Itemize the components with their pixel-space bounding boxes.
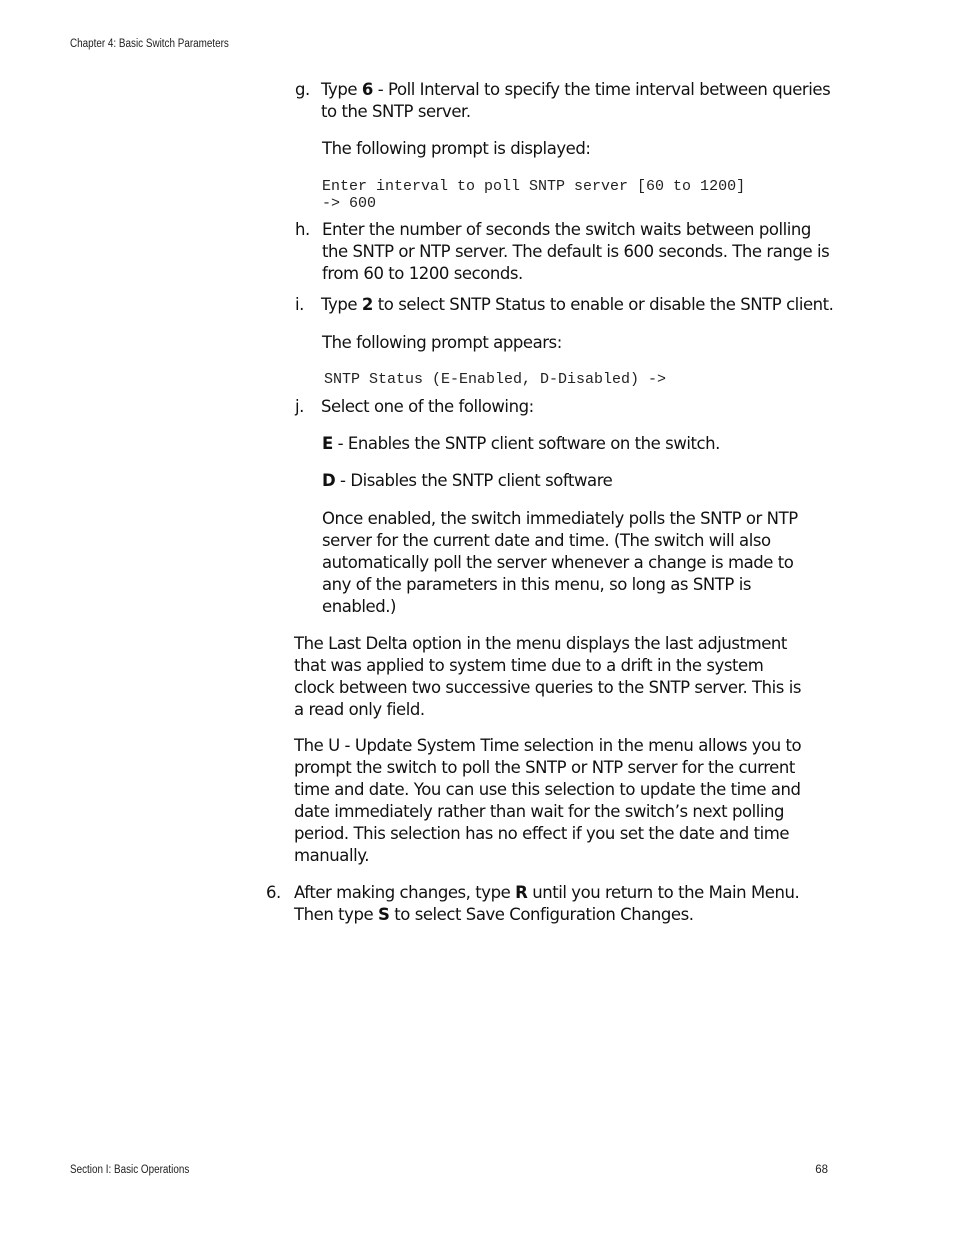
step-i-text-pre: Type — [321, 295, 362, 314]
step-6-key-s: S — [378, 905, 390, 924]
step-i-code-line: SNTP Status (E-Enabled, D-Disabled) -> — [324, 371, 667, 388]
option-e-key: E — [322, 434, 333, 453]
step-i-text-post: to select SNTP Status to enable or disable the SNTP client. — [372, 295, 834, 314]
step-i-key: 2 — [361, 295, 373, 314]
step-g-code-line-2: -> 600 — [322, 195, 377, 212]
step-6-text — [294, 882, 834, 926]
step-g-key: 6 — [361, 80, 373, 99]
option-d-text: - Disables the SNTP client software — [335, 471, 613, 490]
step-6-text-a: After making changes, type — [294, 883, 516, 902]
option-d-key: D — [322, 471, 336, 490]
step-6-text-c: to select Save Configuration Changes. — [389, 905, 694, 924]
step-j-note: Once enabled, the switch immediately polls the SNTP or NTP server for the current date and time. (The switch will also automatically poll the server whenever a change is made to any of the parameters in this menu, so long as SNTP is enabled.) — [322, 509, 798, 616]
step-j-marker: j. — [295, 397, 304, 416]
step-i-marker: i. — [295, 295, 304, 314]
step-g-text-post: - Poll Interval to specify the time interval between queries to the SNTP server. — [321, 80, 831, 121]
option-e — [322, 433, 832, 455]
option-e-text: - Enables the SNTP client software on the switch. — [332, 434, 720, 453]
step-g-text-pre: Type — [321, 80, 362, 99]
footer-section-label: Section I: Basic Operations — [70, 1164, 190, 1176]
step-i-prompt-intro: The following prompt appears: — [322, 333, 562, 352]
step-g-prompt-intro: The following prompt is displayed: — [322, 139, 591, 158]
step-6-marker: 6. — [266, 883, 281, 902]
step-6-text-b: until you return to the Main Menu. Then type — [294, 883, 800, 924]
page-number: 68 — [815, 1164, 828, 1176]
step-6-key-r: R — [515, 883, 528, 902]
running-header: Chapter 4: Basic Switch Parameters — [70, 38, 229, 50]
step-g-marker: g. — [295, 80, 310, 99]
step-g-code-line-1: Enter interval to poll SNTP server [60 to 1200] — [322, 178, 746, 195]
step-i-text — [321, 294, 841, 316]
step-h-text: Enter the number of seconds the switch waits between polling the SNTP or NTP server. The default is 600 seconds. The range is from 60 to 1200 seconds. — [322, 220, 830, 283]
step-g-text — [321, 79, 831, 123]
option-d — [322, 470, 832, 492]
step-j-text: Select one of the following: — [321, 397, 534, 416]
step-h-marker: h. — [295, 220, 310, 239]
paragraph-update-system-time: The U - Update System Time selection in the menu allows you to prompt the switch to poll the SNTP or NTP server for the current time and date. You can use this selection to update the time and date immediately rather than wait for the switch’s next polling period. This selection has no effect if you set the date and time manually. — [294, 736, 802, 865]
paragraph-last-delta: The Last Delta option in the menu displays the last adjustment that was applied to system time due to a drift in the system clock between two successive queries to the SNTP server. This is a read only field. — [294, 634, 802, 719]
